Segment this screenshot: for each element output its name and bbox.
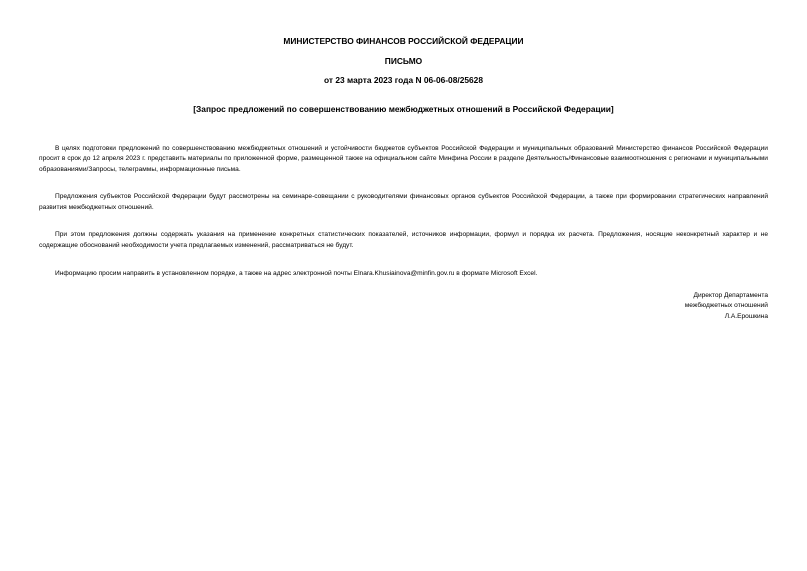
body-paragraph: Информацию просим направить в установленном порядке, а также на адрес электронной почты Elnara.Khusiainova@minfin.gov.ru в формате Microsoft Excel. [55,269,538,277]
signatory-department: межбюджетных отношений [684,302,768,310]
body-paragraph: В целях подготовки предложений по совершенствованию межбюджетных отношений и устойчивости бюджетов субъектов Российской Федерации и муниципальных образований Министерство финансов Российской Федерации просит в срок до 12 апреля 2023 г. представить материалы по приложенной форме, размещенной также на официальном сайте Минфина России в разделе Деятельность/Финансовые взаимоотношения с регионами и муниципальными образованиями/Запросы, телеграммы, информационные письма. [39,145,768,173]
document-subject: [Запрос предложений по совершенствованию межбюджетных отношений в Российской Федерации] [193,104,614,114]
signature-block [685,291,768,322]
body-paragraph: При этом предложения должны содержать указания на применение конкретных статистических показателей, источников информации, формул и порядка их расчета. Предложения, носящие неконкретный характер и не содержащие обоснований необходимости учета предлагаемых изменений, рассматриваться не будут. [39,231,768,249]
document-type: ПИСЬМО [384,56,423,66]
signatory-name: Л.А.Ерошкина [724,312,768,320]
signatory-position: Директор Департамента [693,292,768,299]
ministry-title: МИНИСТЕРСТВО ФИНАНСОВ РОССИЙСКОЙ ФЕДЕРАЦИИ [283,36,524,46]
letter-body [39,144,768,296]
body-paragraph: Предложения субъектов Российской Федерации будут рассмотрены на семинаре-совещании с руководителями финансовых органов субъектов Российской Федерации, а также при формировании стратегических направлений развития межбюджетных отношений. [39,193,768,211]
document-date-number: от 23 марта 2023 года N 06-06-08/25628 [324,75,483,85]
